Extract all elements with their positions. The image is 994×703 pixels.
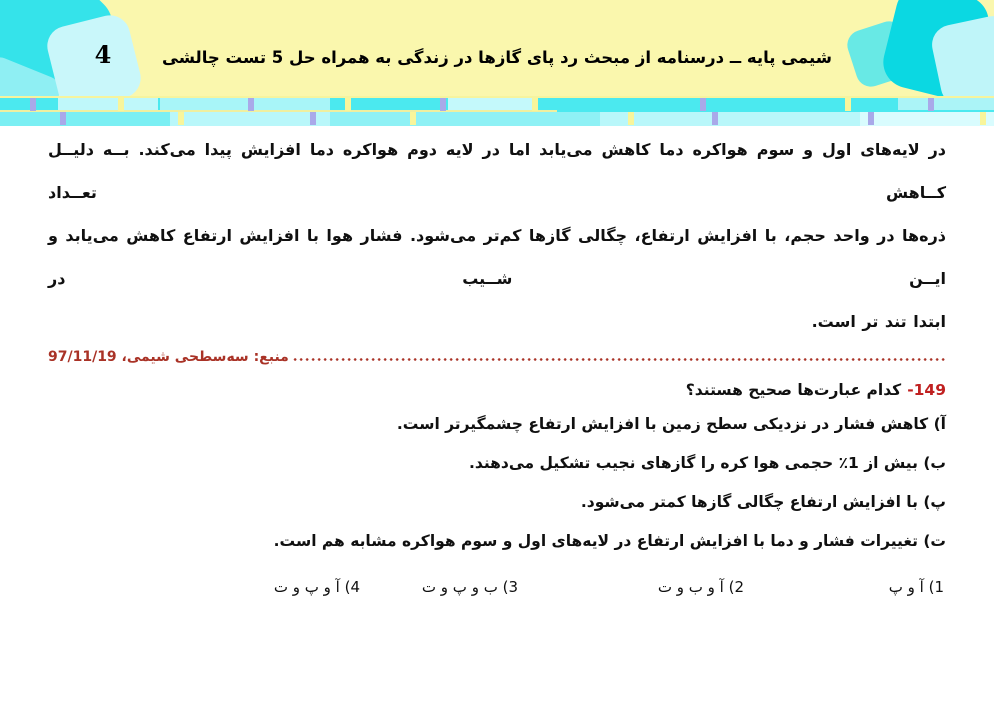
source-line bbox=[48, 345, 946, 369]
page-header bbox=[0, 0, 994, 96]
answer-choices bbox=[48, 578, 946, 602]
option-a: آ) کاهش فشار در نزدیکی سطح زمین با افزایش ارتفاع چشمگیرتر است. bbox=[396, 415, 946, 433]
answer-choice-3: 3) ب و پ و ت bbox=[421, 578, 518, 596]
content bbox=[0, 126, 994, 602]
page-title: شیمی پایه ــ درسنامه از مبحث رد پای گازها در زندگی به همراه حل 5 تست چالشی bbox=[162, 48, 832, 67]
question-text: کدام عبارت‌ها صحیح هستند؟ bbox=[685, 381, 902, 399]
question-options bbox=[48, 405, 946, 561]
page-number: 4 bbox=[94, 40, 112, 69]
answer-choice-4: 4) آ و پ و ت bbox=[273, 578, 360, 596]
source-text: منبع: سه‌سطحی شیمی، 97/11/19 bbox=[48, 349, 289, 365]
option-p: پ) با افزایش ارتفاع چگالی گازها کمتر می‌شود. bbox=[580, 493, 946, 511]
lesson-line: ابتدا تند تر است. bbox=[811, 312, 946, 331]
option-t: ت) تغییرات فشار و دما با افزایش ارتفاع در لایه‌های اول و سوم هواکره مشابه هم است. bbox=[273, 532, 946, 550]
question-line bbox=[48, 378, 946, 402]
option-b: ب) بیش از 1٪ حجمی هوا کره را گازهای نجیب تشکیل می‌دهند. bbox=[469, 454, 946, 472]
question-number: 149- bbox=[907, 381, 946, 399]
lesson-paragraph bbox=[48, 128, 946, 343]
lesson-line: در لایه‌های اول و سوم هواکره دما کاهش می‌یابد اما در لایه دوم هواکره دما افزایش پیدا می‌کند. بــه دلیــل کــاهش تعــداد bbox=[48, 140, 946, 202]
decorative-strip bbox=[0, 96, 994, 126]
answer-choice-2: 2) آ و ب و ت bbox=[657, 578, 744, 596]
dotted-leader bbox=[293, 356, 946, 363]
answer-choice-1: 1) آ و پ bbox=[888, 578, 944, 596]
lesson-line: ذره‌ها در واحد حجم، با افزایش ارتفاع، چگالی گازها کم‌تر می‌شود. فشار هوا با افزایش ارتفاع کاهش می‌یابد و ایــن شــیب در bbox=[48, 226, 946, 288]
